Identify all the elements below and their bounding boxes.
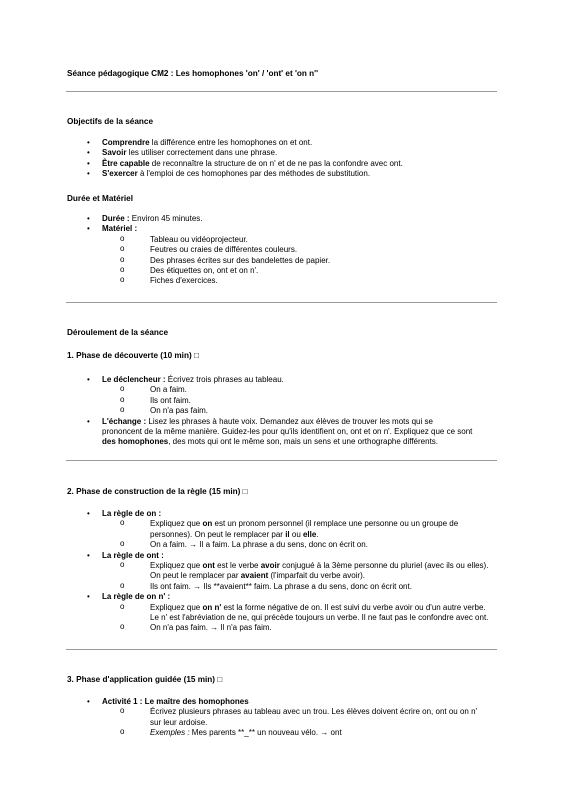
divider <box>66 302 497 303</box>
list-item: o Des phrases écrites sur des bandelettes de papier. <box>120 254 331 265</box>
duree-list <box>67 214 330 287</box>
phase1-heading: 1. Phase de découverte (10 min) □ <box>67 351 199 360</box>
list-item: o Ils ont faim. <box>120 394 191 405</box>
list-item: o Exemples : Mes parents **_** un nouveau vélo. → ont <box>120 727 342 738</box>
list-item: o On a faim. <box>120 384 187 395</box>
phase1-list <box>67 375 472 448</box>
list-item: • La règle de on : o Expliquez que on est un pronom personnel (il remplace une personne ou un groupe de personnes). On peut le remplacer par il ou elle. o On a faim. → Il a faim. La phrase a du sens, donc on écrit on. <box>67 509 488 551</box>
divider <box>66 460 497 461</box>
list-item: • Être capable de reconnaître la structure de on n' et de ne pas la confondre avec ont. <box>87 158 403 168</box>
list-item: o Feutres ou craies de différentes couleurs. <box>120 244 298 255</box>
phase3-list <box>67 697 477 739</box>
list-item: • S'exercer à l'emploi de ces homophones par des méthodes de substitution. <box>87 169 371 179</box>
document-title: Séance pédagogique CM2 : Les homophones 'on' / 'ont' et 'on n'' <box>67 69 319 78</box>
list-item: • La règle de on n' : o Expliquez que on n' est la forme négative de on. Il est suivi du verbe avoir ou d'un autre verbe. Le n' est l'abréviation de ne, qui précède toujours un verbe. Il ne faut pas le confondre avec ont. o On n'a pas faim. → Il n'a pas faim. <box>87 592 489 633</box>
list-item: o On n'a pas faim. → Il n'a pas faim. <box>120 622 272 633</box>
list-item: o Fiches d'exercices. <box>120 275 218 286</box>
list-item: o On n'a pas faim. <box>120 405 208 416</box>
list-item: • Savoir les utiliser correctement dans une phrase. <box>87 148 278 158</box>
deroulement-heading: Déroulement de la séance <box>67 328 169 337</box>
objectifs-list <box>67 138 403 180</box>
list-item: o Écrivez plusieurs phrases au tableau avec un trou. Les élèves doivent écrire on, ont ou on n' sur leur ardoise. <box>120 706 478 727</box>
list-item: o Des étiquettes on, ont et on n'. <box>120 265 259 276</box>
duree-heading: Durée et Matériel <box>67 194 133 203</box>
phase2-list <box>67 509 488 634</box>
phase2-heading: 2. Phase de construction de la règle (15 min) □ <box>67 487 248 496</box>
list-item: o On a faim. → Il a faim. La phrase a du sens, donc on écrit on. <box>120 539 368 550</box>
list-item: • L'échange : Lisez les phrases à haute voix. Demandez aux élèves de trouver les mots qui se prononcent de la même manière. Guidez-les pour qu'ils identifient on, ont et on n'. Expliquez que ce sont des homophones, des mots qui ont le même son, mais un sens et une orthographe différents. <box>87 416 473 447</box>
list-item: o Expliquez que ont est le verbe avoir conjugué à la 3ème personne du pluriel (avec ils ou elles). On peut le remplacer par avaient (l'imparfait du verbe avoir). <box>120 560 489 581</box>
list-item: o Expliquez que on est un pronom personnel (il remplace une personne ou un groupe de personnes). On peut le remplacer par il ou elle. <box>120 518 459 539</box>
list-item: • Le déclencheur : Écrivez trois phrases au tableau. o On a faim. o Ils ont faim. o On n'a pas faim. <box>67 375 472 417</box>
divider <box>66 91 497 92</box>
list-item: • Matériel : o Tableau ou vidéoprojecteur. o Feutres ou craies de différentes couleurs. o Des phrases écrites sur des bandelettes de papier. o Des étiquettes on, ont et on n'. o Fiches d'exercices. <box>87 224 331 286</box>
list-item: • Activité 1 : Le maître des homophones o Écrivez plusieurs phrases au tableau avec un trou. Les élèves doivent écrire on, ont ou on n' sur leur ardoise. o Exemples : Mes parents **_** un nouveau vélo. → ont <box>87 697 478 738</box>
list-item: • Comprendre la différence entre les homophones on et ont. <box>87 138 313 147</box>
list-item: • Durée : Environ 45 minutes. <box>87 214 203 223</box>
list-item: • La règle de ont : o Expliquez que ont est le verbe avoir conjugué à la 3ème personne du pluriel (avec ils ou elles). On peut le remplacer par avaient (l'imparfait du verbe avoir). o Ils ont faim. → Ils **avaient** faim. La phrase a du sens, donc on écrit ont. <box>87 550 489 591</box>
objectifs-heading: Objectifs de la séance <box>67 117 154 126</box>
list-item: o Ils ont faim. → Ils **avaient** faim. La phrase a du sens, donc on écrit ont. <box>120 580 412 591</box>
list-item: o Tableau ou vidéoprojecteur. <box>120 233 248 244</box>
divider <box>66 649 497 650</box>
list-item: o Expliquez que on n' est la forme négative de on. Il est suivi du verbe avoir ou d'un autre verbe. Le n' est l'abréviation de ne, qui précède toujours un verbe. Il ne faut pas le confondre avec ont. <box>120 601 489 623</box>
phase3-heading: 3. Phase d'application guidée (15 min) □ <box>67 675 223 684</box>
